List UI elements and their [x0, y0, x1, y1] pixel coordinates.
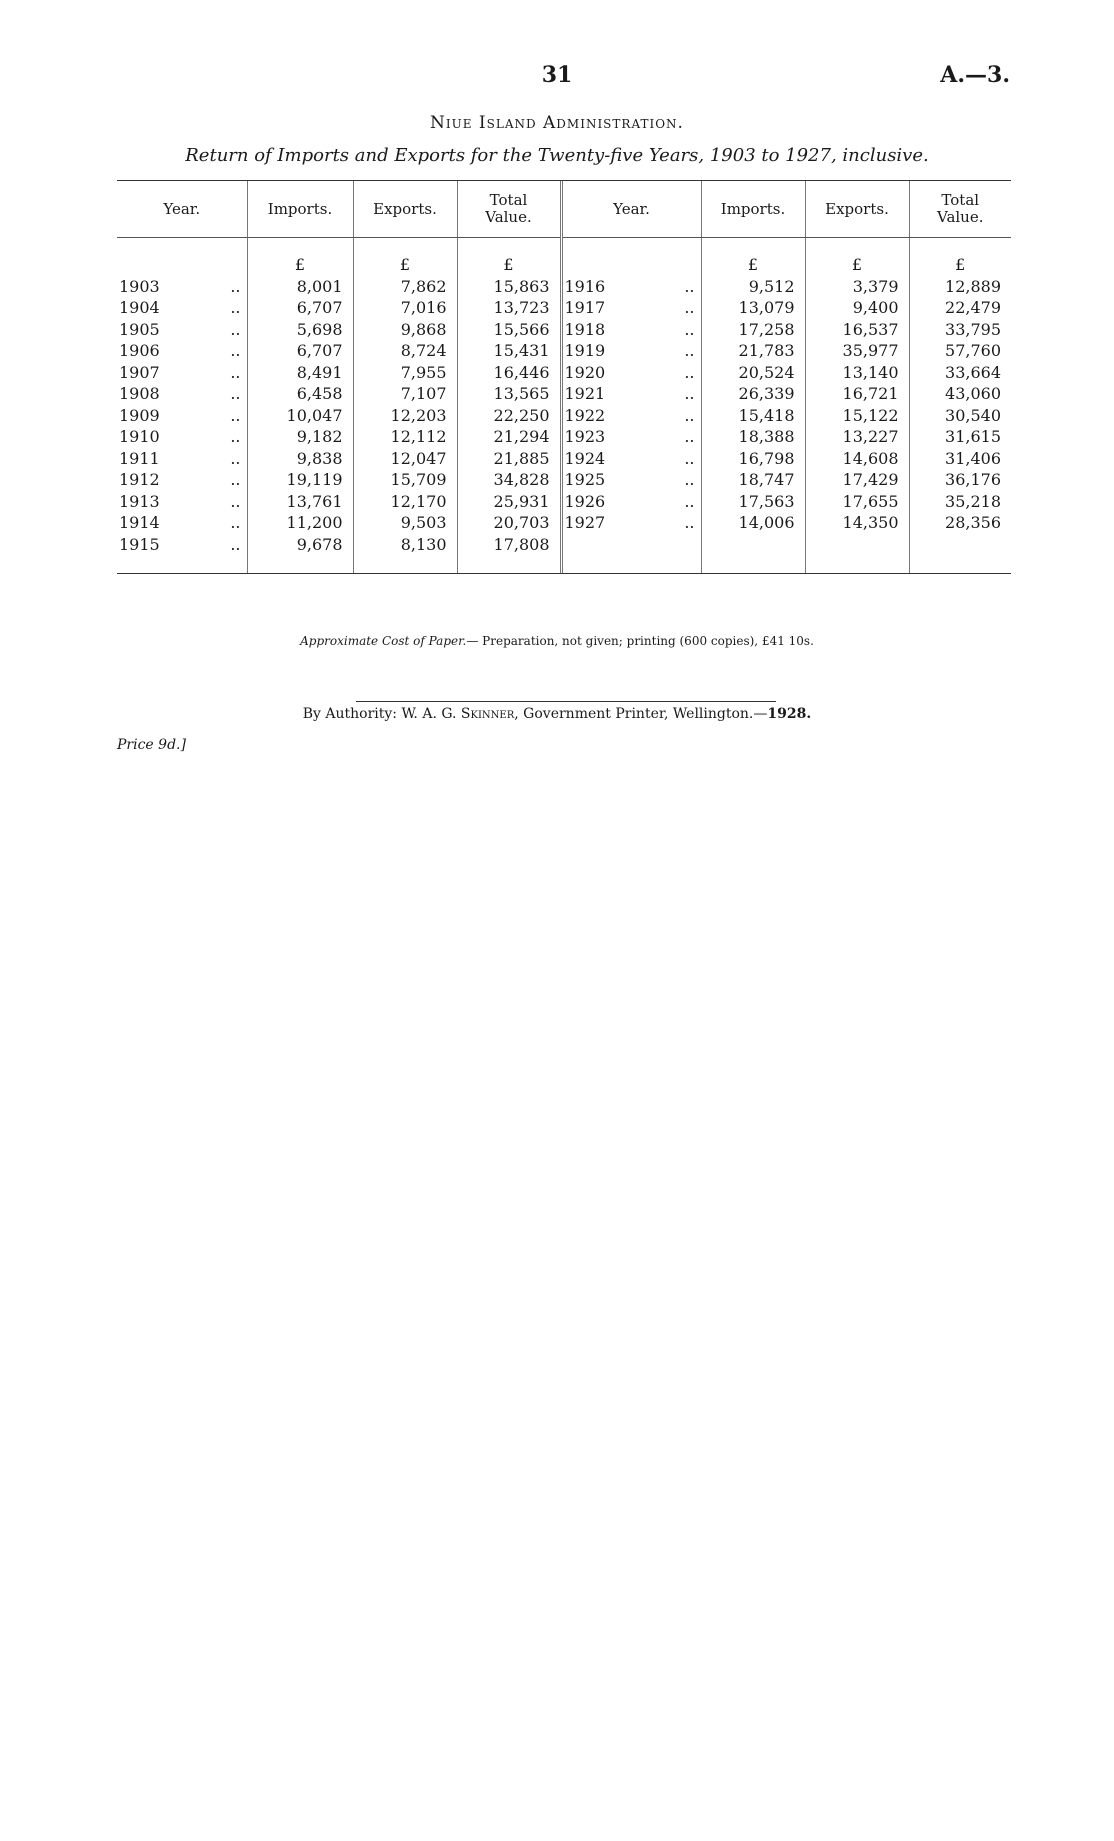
imports-cell: 6,458	[247, 383, 353, 405]
imports-exports-table	[117, 180, 1011, 574]
col-header-exports-right: Exports.	[805, 181, 909, 238]
col-header-year-left: Year.	[117, 181, 247, 238]
total-header-line1: Total	[489, 191, 528, 209]
leader-dots: ..	[684, 362, 695, 382]
table-row	[117, 448, 1011, 470]
imports-cell: 17,258	[701, 319, 805, 341]
printer-details: Government Printer, Wellington.—	[523, 706, 768, 722]
total-cell: 33,664	[909, 362, 1011, 384]
currency-symbol: £	[457, 238, 561, 276]
imports-cell: 10,047	[247, 405, 353, 427]
cost-note-label: Approximate Cost of Paper.	[300, 634, 467, 648]
exports-cell: 8,724	[353, 340, 457, 362]
total-cell: 43,060	[909, 383, 1011, 405]
year-cell: 1912	[119, 470, 160, 489]
exports-cell: 13,140	[805, 362, 909, 384]
imports-cell: 26,339	[701, 383, 805, 405]
leader-dots: ..	[230, 470, 241, 489]
imports-cell: 17,563	[701, 491, 805, 513]
leader-dots: ..	[684, 341, 695, 360]
imports-cell: 18,388	[701, 426, 805, 448]
leader-dots: ..	[230, 513, 241, 532]
exports-cell: 14,350	[805, 512, 909, 534]
total-cell: 20,703	[457, 512, 561, 534]
exports-cell: 9,503	[353, 512, 457, 534]
page-number: 31	[541, 62, 573, 88]
col-header-imports-left: Imports.	[247, 181, 353, 238]
year-cell: 1925	[561, 469, 661, 491]
table-row	[117, 319, 1011, 341]
currency-symbol: £	[805, 238, 909, 276]
exports-cell: 12,047	[353, 448, 457, 470]
currency-symbol: £	[353, 238, 457, 276]
exports-cell: 13,227	[805, 426, 909, 448]
year-cell: 1921	[561, 383, 661, 405]
year-cell: 1920	[561, 362, 661, 384]
authority-prefix: By Authority:	[302, 706, 398, 722]
leader-dots: ..	[684, 276, 695, 296]
table-row	[117, 405, 1011, 427]
leader-dots: ..	[230, 276, 241, 296]
imports-cell: 9,182	[247, 426, 353, 448]
exports-cell: 3,379	[805, 276, 909, 298]
imports-cell: 5,698	[247, 319, 353, 341]
col-header-year-right: Year.	[561, 181, 701, 238]
imports-cell: 19,119	[247, 469, 353, 491]
imports-cell: 6,707	[247, 340, 353, 362]
year-cell: 1910	[119, 427, 160, 446]
exports-cell: 12,112	[353, 426, 457, 448]
total-cell: 13,565	[457, 383, 561, 405]
price-note: Price 9d.]	[117, 737, 186, 753]
leader-dots: ..	[230, 319, 241, 339]
total-cell: 15,863	[457, 276, 561, 298]
leader-dots: ..	[230, 448, 241, 468]
exports-cell: 16,721	[805, 383, 909, 405]
year-cell: 1907	[119, 362, 160, 382]
col-header-imports-right: Imports.	[701, 181, 805, 238]
leader-dots: ..	[230, 427, 241, 446]
imports-cell: 9,678	[247, 534, 353, 556]
total-cell: 17,808	[457, 534, 561, 556]
leader-dots: ..	[230, 534, 241, 554]
exports-cell: 15,122	[805, 405, 909, 427]
imports-cell: 8,491	[247, 362, 353, 384]
table-header-row	[117, 181, 1011, 238]
table-row	[117, 534, 1011, 556]
year-cell: 1923	[561, 426, 661, 448]
imports-cell: 6,707	[247, 297, 353, 319]
table-row	[117, 469, 1011, 491]
currency-symbol: £	[909, 238, 1011, 276]
total-cell: 22,250	[457, 405, 561, 427]
imports-cell: 9,838	[247, 448, 353, 470]
exports-cell: 9,400	[805, 297, 909, 319]
document-reference: A.—3.	[940, 62, 1010, 88]
leader-dots: ..	[684, 448, 695, 468]
total-cell: 12,889	[909, 276, 1011, 298]
year-cell: 1913	[119, 491, 160, 511]
col-header-exports-left: Exports.	[353, 181, 457, 238]
year-cell: 1908	[119, 384, 160, 403]
year-cell: 1922	[561, 405, 661, 427]
total-cell: 13,723	[457, 297, 561, 319]
leader-dots: ..	[684, 491, 695, 511]
total-cell: 31,615	[909, 426, 1011, 448]
total-cell: 36,176	[909, 469, 1011, 491]
authority-divider	[356, 701, 776, 702]
year-cell: 1919	[561, 340, 661, 362]
total-cell: 15,431	[457, 340, 561, 362]
total-cell: 35,218	[909, 491, 1011, 513]
exports-cell: 35,977	[805, 340, 909, 362]
table-row	[117, 426, 1011, 448]
currency-row	[117, 238, 1011, 276]
document-subtitle: Return of Imports and Exports for the Twenty-five Years, 1903 to 1927, inclusive.	[185, 145, 929, 166]
print-year: 1928.	[767, 706, 812, 722]
year-cell: 1915	[119, 534, 160, 554]
exports-cell: 15,709	[353, 469, 457, 491]
exports-cell: 17,655	[805, 491, 909, 513]
cost-note-text: — Preparation, not given; printing (600 copies), £41 10s.	[466, 634, 814, 648]
table-bottom-padding	[117, 555, 1011, 573]
leader-dots: ..	[230, 298, 241, 317]
printer-name: W. A. G. Skinner,	[401, 706, 519, 722]
authority-line	[0, 706, 1114, 722]
total-cell: 16,446	[457, 362, 561, 384]
exports-cell: 14,608	[805, 448, 909, 470]
imports-cell: 13,761	[247, 491, 353, 513]
year-cell: 1905	[119, 319, 160, 339]
imports-cell: 18,747	[701, 469, 805, 491]
currency-symbol: £	[701, 238, 805, 276]
imports-cell: 15,418	[701, 405, 805, 427]
document-title: Niue Island Administration.	[430, 113, 684, 133]
year-cell: 1914	[119, 513, 160, 532]
leader-dots: ..	[230, 362, 241, 382]
leader-dots: ..	[684, 298, 695, 317]
total-cell: 30,540	[909, 405, 1011, 427]
total-cell: 34,828	[457, 469, 561, 491]
imports-cell: 11,200	[247, 512, 353, 534]
exports-cell: 16,537	[805, 319, 909, 341]
cost-note	[0, 634, 1114, 648]
year-cell: 1916	[561, 276, 661, 298]
leader-dots: ..	[684, 319, 695, 339]
leader-dots: ..	[230, 405, 241, 425]
imports-cell: 13,079	[701, 297, 805, 319]
exports-cell: 7,955	[353, 362, 457, 384]
leader-dots: ..	[230, 341, 241, 360]
year-cell: 1927	[561, 512, 661, 534]
exports-cell: 7,862	[353, 276, 457, 298]
table-row	[117, 383, 1011, 405]
col-header-total-right	[909, 181, 1011, 238]
table-row	[117, 362, 1011, 384]
year-cell: 1906	[119, 341, 160, 360]
exports-cell: 8,130	[353, 534, 457, 556]
col-header-total-left	[457, 181, 561, 238]
leader-dots: ..	[684, 513, 695, 532]
total-cell: 21,294	[457, 426, 561, 448]
total-header-line1: Total	[941, 191, 980, 209]
total-header-line2: Value.	[936, 208, 984, 226]
total-cell: 33,795	[909, 319, 1011, 341]
leader-dots: ..	[684, 427, 695, 446]
imports-cell: 21,783	[701, 340, 805, 362]
year-cell: 1911	[119, 448, 160, 468]
imports-cell: 16,798	[701, 448, 805, 470]
total-cell: 22,479	[909, 297, 1011, 319]
total-cell: 25,931	[457, 491, 561, 513]
exports-cell: 9,868	[353, 319, 457, 341]
total-cell: 15,566	[457, 319, 561, 341]
total-cell: 31,406	[909, 448, 1011, 470]
imports-cell: 20,524	[701, 362, 805, 384]
year-cell: 1904	[119, 298, 160, 317]
year-cell: 1903	[119, 276, 160, 296]
table-row	[117, 297, 1011, 319]
leader-dots: ..	[684, 470, 695, 489]
leader-dots: ..	[230, 491, 241, 511]
exports-cell: 7,107	[353, 383, 457, 405]
year-cell: 1918	[561, 319, 661, 341]
leader-dots: ..	[230, 384, 241, 403]
imports-cell: 9,512	[701, 276, 805, 298]
exports-cell: 12,203	[353, 405, 457, 427]
year-cell: 1926	[561, 491, 661, 513]
table-row	[117, 491, 1011, 513]
year-cell: 1924	[561, 448, 661, 470]
table-row	[117, 512, 1011, 534]
imports-cell: 14,006	[701, 512, 805, 534]
year-cell: 1909	[119, 405, 160, 425]
year-cell: 1917	[561, 297, 661, 319]
total-cell: 28,356	[909, 512, 1011, 534]
table-row	[117, 276, 1011, 298]
total-cell: 21,885	[457, 448, 561, 470]
table-row	[117, 340, 1011, 362]
exports-cell: 17,429	[805, 469, 909, 491]
exports-cell: 12,170	[353, 491, 457, 513]
total-header-line2: Value.	[485, 208, 532, 226]
total-cell: 57,760	[909, 340, 1011, 362]
imports-cell: 8,001	[247, 276, 353, 298]
currency-symbol: £	[247, 238, 353, 276]
exports-cell: 7,016	[353, 297, 457, 319]
leader-dots: ..	[684, 384, 695, 403]
leader-dots: ..	[684, 405, 695, 425]
